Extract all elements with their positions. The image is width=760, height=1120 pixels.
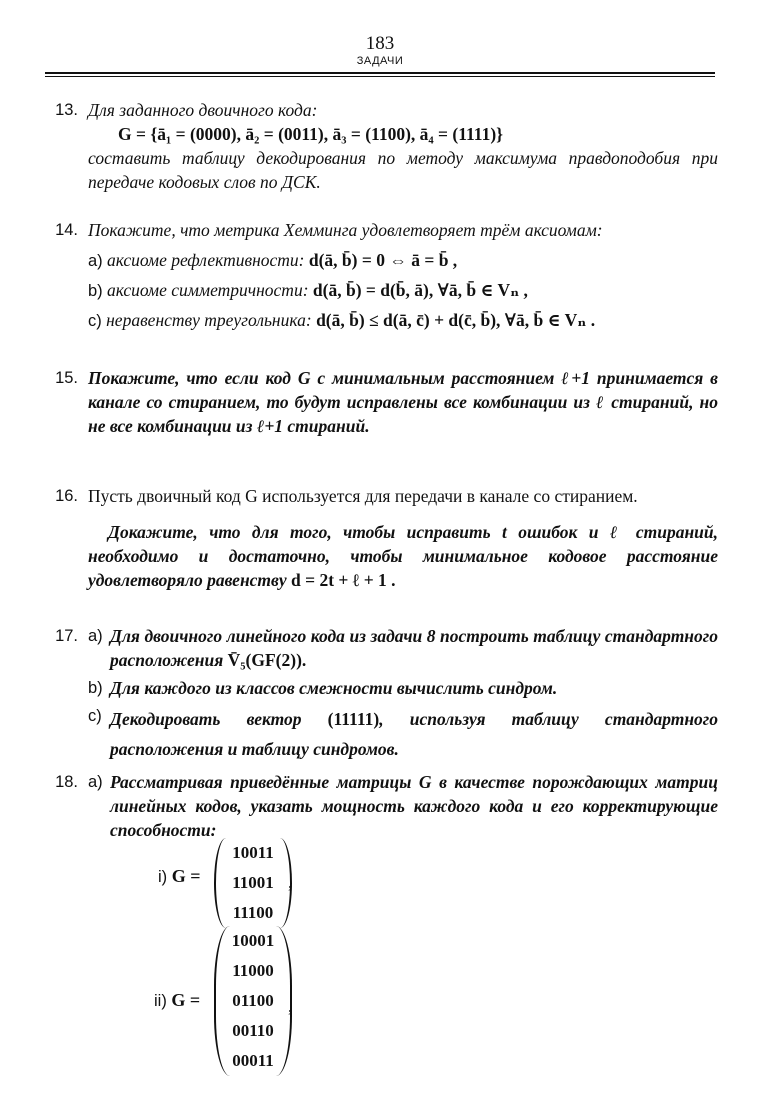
problem-text: Покажите, что если код G с минимальным расстоянием ℓ+1 принимается в канале со стиранием, то будут исправлены все комбинации из ℓ стираний, но не все комбинации из ℓ+1 стираний. [88,368,718,436]
matrix-row: 11100 [232,903,274,922]
matrix-bracket [214,926,292,1076]
matrix-row: 00110 [232,1021,274,1040]
page-number: 183 [365,33,395,54]
item-a: a) Для двоичного линейного кода из задачи 8 построить таблицу стандартного расположения V̄₅(GF(2)). [88,626,718,670]
problem-intro: Для заданного двоичного кода: [88,100,318,120]
problem-number: 15. [55,369,78,387]
matrix-bracket [214,838,292,928]
problem-text: Пусть двоичный код G используется для передачи в канале со стиранием. [88,486,638,506]
item-b: b) аксиоме симметричности: d(ā, b̄) = d(b̄, ā), ∀ā, b̄ ∈ Vₙ , [88,280,528,300]
header-rule [45,72,715,74]
matrix-row: 01100 [232,991,274,1010]
matrix-row: 11000 [232,961,274,980]
item-a: a) Рассматривая приведённые матрицы G в качестве порождающих матриц линейных кодов, указать мощность каждого кода и его корректирующие способности: [88,772,718,840]
problem-18 [18,770,718,842]
running-head: ЗАДАЧИ [356,55,404,67]
page-header [45,34,715,67]
problem-number: 14. [55,221,78,239]
matrix-row: 10011 [232,843,274,862]
problem-16 [18,484,718,592]
problem-intro: Покажите, что метрика Хемминга удовлетворяет трём аксиомам: [88,220,603,240]
item-c: c) Декодировать вектор (11111), используя таблицу стандартного расположения и таблицу синдромов. [88,707,719,759]
problem-14 [18,218,718,333]
problem-15 [18,366,718,438]
item-b: b) Для каждого из классов смежности вычислить синдром. [88,678,558,698]
problem-text: составить таблицу декодирования по методу максимума правдоподобия при передаче кодовых слов по ДСК. [88,148,718,192]
problem-number: 16. [55,487,78,505]
matrix-row: 11001 [232,873,274,892]
code-formula: G = {ā₁ = (0000), ā₂ = (0011), ā₃ = (1100), ā₄ = (1111)} [118,124,504,144]
problem-number: 13. [55,101,78,119]
problem-claim: Докажите, что для того, чтобы исправить t ошибок и ℓ стираний, необходимо и достаточно, чтобы минимальное кодовое расстояние удовлетворяло равенству d = 2t + ℓ + 1 . [88,522,718,590]
item-a: a) аксиоме рефлективности: d(ā, b̄) = 0 ⇔ ā = b̄ , [88,250,458,270]
item-c: c) неравенству треугольника: d(ā, b̄) ≤ d(ā, c̄) + d(c̄, b̄), ∀ā, b̄ ∈ Vₙ . [88,310,596,330]
problem-number: 18. [55,773,78,791]
matrix-row: 10001 [231,931,275,950]
problem-number: 17. [55,627,78,645]
matrix-row: 00011 [232,1051,274,1070]
header-rule-thin [45,76,715,77]
problem-17 [18,624,718,764]
problem-13 [18,98,718,194]
